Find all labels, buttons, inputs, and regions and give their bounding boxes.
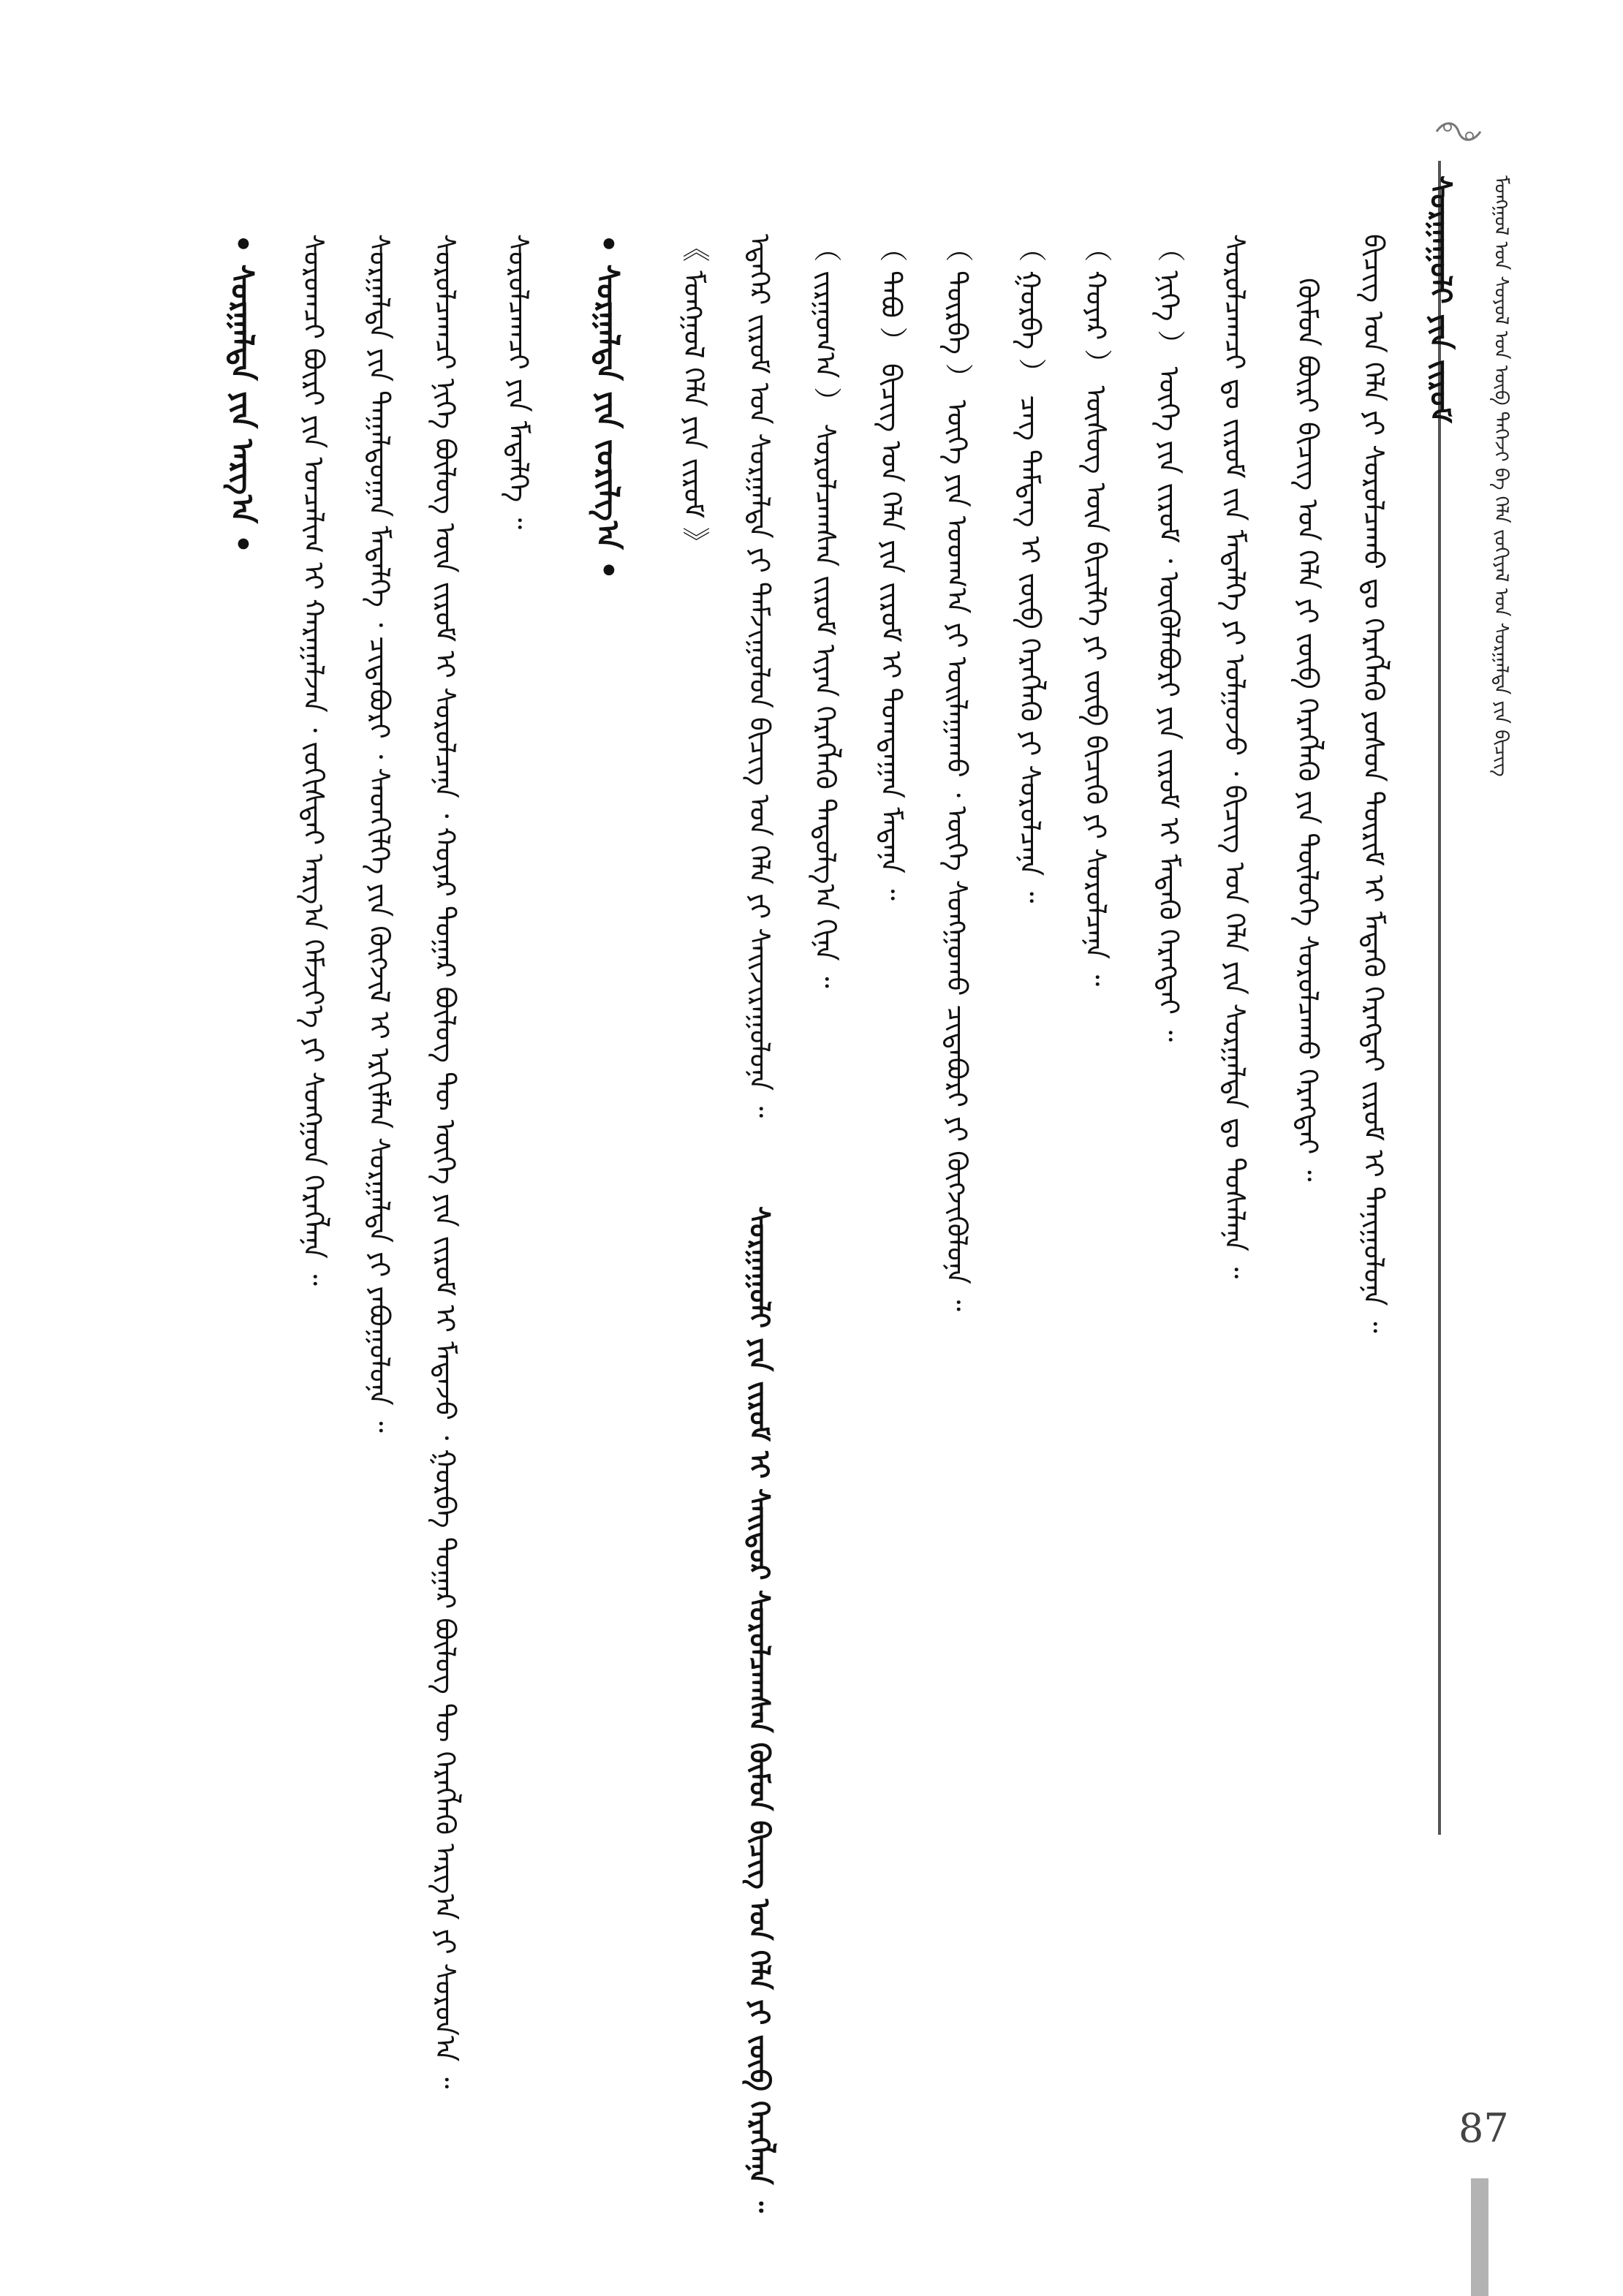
body-line-9: （ ᠵᠢᠷᠭᠤᠭ᠎ᠠ ） ᠰᠤᠷᠤᠯᠴᠠᠭᠰᠠᠨ ᠵᠢᠷᠤᠮ ᠢᠶᠠᠨ ᠬᠡᠷᠡᠭᠯᠡᠬᠦ ᠳᠠᠳᠤᠯᠭ᠎ᠠ ᠬᠢᠨᠡ ᠃ <box>809 234 841 988</box>
body-line-10: ᠡᠳᠡᠭᠡᠷ ᠵᠢᠷᠤᠮ ᠤᠨ ᠰᠤᠷᠭᠠᠯᠲᠠ ᠶᠢ ᠳᠠᠮᠵᠢᠭᠤᠯᠤᠨ ᠪᠢᠴᠢᠭ ᠤᠨ ᠬᠡᠯᠡ ᠶᠢ ᠰᠠᠢᠵᠢᠷᠠᠭᠤᠯᠤᠨᠠ ᠃ <box>744 234 776 1118</box>
body-line-12: 《 ᠮᠣᠩᠭᠤᠯ ᠬᠡᠯᠡ ᠶᠢᠨ ᠵᠢᠷᠤᠮ 》 <box>678 234 710 556</box>
section-heading-2: • ᠰᠤᠷᠭᠠᠯᠲᠠ ᠶᠢᠨ ᠠᠷᠭ᠎ᠠ • <box>224 234 260 554</box>
body-line-8: （ ᠲᠠᠪᠤ ） ᠪᠢᠴᠢᠭ ᠤᠨ ᠬᠡᠯᠡ ᠶᠢᠨ ᠵᠢᠷᠤᠮ ᠢ ᠲᠣᠭᠲᠠᠭᠠᠨ ᠮᠡᠳᠡᠨᠡ ᠃ <box>875 234 907 901</box>
body-line-4: （ ᠨᠢᠭᠡ ） ᠦᠭᠡ ᠶᠢᠨ ᠵᠢᠷᠤᠮ ᠂ ᠦᠭᠦᠯᠡᠪᠦᠷᠢ ᠶᠢᠨ ᠵᠢᠷᠤᠮ ᠢ ᠮᠡᠳᠡᠬᠦ ᠬᠡᠷᠡᠭᠲᠡᠢ ᠃ <box>1153 234 1185 1042</box>
body-line-1: ᠪᠢᠴᠢᠭ ᠤᠨ ᠬᠡᠯᠡ ᠶᠢ ᠰᠤᠷᠤᠯᠴᠠᠬᠤ ᠳᠤ ᠬᠡᠷᠡᠭᠯᠡᠬᠦ ᠶᠣᠰᠣᠨ ᠳᠦᠷᠢᠮ ᠢ ᠮᠡᠳᠡᠬᠦ ᠬᠡᠷᠡᠭᠲᠡᠢ ᠵᠢᠷᠤᠮ ᠢ ᠲᠠᠨᠢᠭᠤᠯᠤᠨᠠ ᠃ <box>1358 234 1390 1333</box>
body-line-3: ᠰᠤᠷᠤᠯᠴᠠᠭᠴᠢ ᠳᠤ ᠵᠢᠷᠤᠮ ᠵᠢᠨ ᠮᠡᠳᠡᠯᠭᠡ ᠶᠢ ᠣᠯᠭᠤᠵᠤ ᠂ ᠪᠢᠴᠢᠭ ᠤᠨ ᠬᠡᠯᠡ ᠶᠢᠨ ᠰᠤᠷᠭᠠᠯᠲᠠ ᠳᠤ ᠲᠤᠰᠠᠯᠠᠨᠠ ᠃ <box>1219 234 1251 1279</box>
body-line-2: ᠬᠦᠮᠦᠨ ᠪᠦᠷᠢ ᠪᠢᠴᠢᠭ ᠤᠨ ᠬᠡᠯᠡ ᠶᠢ ᠵᠥᠪ ᠬᠡᠷᠡᠭᠯᠡᠬᠦ ᠶᠢᠨ ᠲᠥᠯᠥᠭᠡ ᠰᠤᠷᠤᠯᠴᠠᠬᠤ ᠬᠡᠷᠡᠭᠲᠡᠢ ᠃ <box>1292 278 1324 1182</box>
body-line-11: ᠰᠤᠷᠭᠠᠭᠤᠯᠢ ᠶᠢᠨ ᠵᠢᠷᠤᠮ ᠢ ᠰᠠᠢᠲᠤᠷ ᠰᠤᠷᠤᠯᠴᠠᠭᠰᠠᠨ ᠬᠦᠮᠦᠨ ᠪᠢᠴᠢᠭ ᠤᠨ ᠬᠡᠯᠡ ᠶᠢ ᠵᠥᠪ ᠬᠡᠷᠡᠭᠯᠡᠨᠡ ᠃ <box>744 1206 776 2213</box>
page-edge-tab <box>1471 2178 1488 2296</box>
header-ornament <box>1433 117 1484 146</box>
section-1-line-3: ᠰᠤᠷᠭᠠᠯᠲᠠ ᠶᠢᠨ ᠳᠠᠭᠠᠯᠳᠤᠭᠠᠨ ᠮᠡᠳᠡᠯᠭᠡ ᠂ ᠴᠢᠳᠠᠪᠤᠷᠢ ᠂ ᠰᠡᠳᠬᠢᠯᠭᠡ ᠶᠢᠨ ᠬᠥᠭᠵᠢᠯ ᠢ ᠡᠷᠬᠢᠮᠯᠡᠨ ᠰᠤᠷᠭᠠᠯᠲᠠ ᠶᠢ ᠶᠠᠪᠤᠭᠤᠯᠤᠨᠠ ᠃ <box>363 234 396 1433</box>
body-line-7: （ ᠳᠥᠷᠪᠡ ） ᠦᠭᠡ ᠶᠢᠨ ᠤᠳᠬ᠎ᠠ ᠶᠢ ᠣᠢᠯᠠᠭᠠᠬᠤ ᠂ ᠦᠭᠡ ᠰᠣᠩᠭᠤᠬᠤ ᠴᠢᠳᠠᠪᠤᠷᠢ ᠶᠢ ᠬᠥᠭᠵᠢᠭᠦᠯᠦᠨᠡ ᠃ <box>941 234 973 1311</box>
section-1-line-1: ᠰᠤᠷᠤᠯᠴᠠᠭᠴᠢ ᠶᠢᠨ ᠮᠡᠳᠡᠯᠭᠡ ᠃ <box>502 234 534 530</box>
section-heading-1: • ᠰᠤᠷᠭᠠᠯᠲᠠ ᠶᠢᠨ ᠵᠣᠷᠢᠯᠭ᠎ᠠ • <box>590 234 626 580</box>
page-number: 87 <box>1459 2105 1509 2151</box>
body-line-5: （ ᠬᠣᠶᠠᠷ ） ᠦᠰᠦᠭ ᠦᠨ ᠪᠢᠴᠢᠯᠭᠡ ᠶᠢ ᠵᠥᠪ ᠪᠢᠴᠢᠬᠦ ᠶᠢ ᠰᠤᠷᠤᠯᠴᠠᠨᠠ ᠃ <box>1080 234 1112 987</box>
running-head: ᠮᠣᠩᠭᠤᠯ ᠤᠨ ᠰᠣᠶᠣᠯ ᠤᠨ ᠦᠪ ᠳᠡᠭᠡᠵᠢ ᠪᠠ ᠬᠡᠯᠡ ᠵᠣᠬᠢᠶᠠᠯ ᠤᠨ ᠰᠤᠷᠭᠠᠯᠲᠠ ᠶᠢᠨ ᠪᠢᠴᠢᠭ <box>1490 175 1512 777</box>
body-line-6: （ ᠭᠤᠷᠪᠠ ） ᠴᠡᠭ ᠲᠡᠮᠳᠡᠭ ᠢ ᠵᠥᠪ ᠬᠡᠷᠡᠭᠯᠡᠬᠦ ᠶᠢ ᠰᠤᠷᠤᠯᠴᠠᠨᠠ ᠃ <box>1014 234 1046 903</box>
header-title: ᠰᠤᠷᠭᠠᠭᠤᠯᠢ ᠶᠢᠨ ᠵᠢᠷᠤᠮ <box>1423 175 1458 423</box>
section-1-line-4: ᠰᠤᠷᠤᠭᠴᠢ ᠪᠦᠷᠢ ᠶᠢᠨ ᠣᠨᠴᠠᠯᠢᠭ ᠢ ᠬᠠᠷᠠᠭᠠᠯᠵᠠᠨ ᠂ ᠵᠣᠬᠢᠰᠲᠠᠢ ᠠᠷᠭ᠎ᠠ ᠬᠡᠮᠵᠢᠶ᠎ᠡ ᠶᠢ ᠰᠣᠩᠭᠤᠨ ᠬᠡᠷᠡᠭᠯᠡᠨᠡ ᠃ <box>298 234 330 1286</box>
section-1-line-2: ᠰᠤᠷᠤᠯᠴᠠᠭᠴᠢ ᠨᠢᠭᠡ ᠪᠦᠯᠦᠭ ᠦᠨ ᠵᠢᠷᠤᠮ ᠢ ᠰᠤᠷᠤᠯᠴᠠᠨᠠ ᠂ ᠬᠣᠶᠠᠷ ᠳᠤᠭᠠᠷ ᠪᠦᠯᠦᠭ ᠲᠦ ᠦᠭᠡ ᠶᠢᠨ ᠵᠢᠷᠤᠮ ᠢ ᠮᠡᠳᠡᠵᠦ ᠂ ᠭᠤᠷᠪᠠ ᠳᠤᠭᠠᠷ ᠪᠦᠯᠦᠭ ᠲᠦ ᠬᠡᠷᠡᠭᠯᠡᠬᠦ ᠠᠷᠭ᠎ᠠ ᠶᠢ ᠰᠤᠷᠤᠨ᠎ᠠ ᠃ <box>429 234 461 2089</box>
